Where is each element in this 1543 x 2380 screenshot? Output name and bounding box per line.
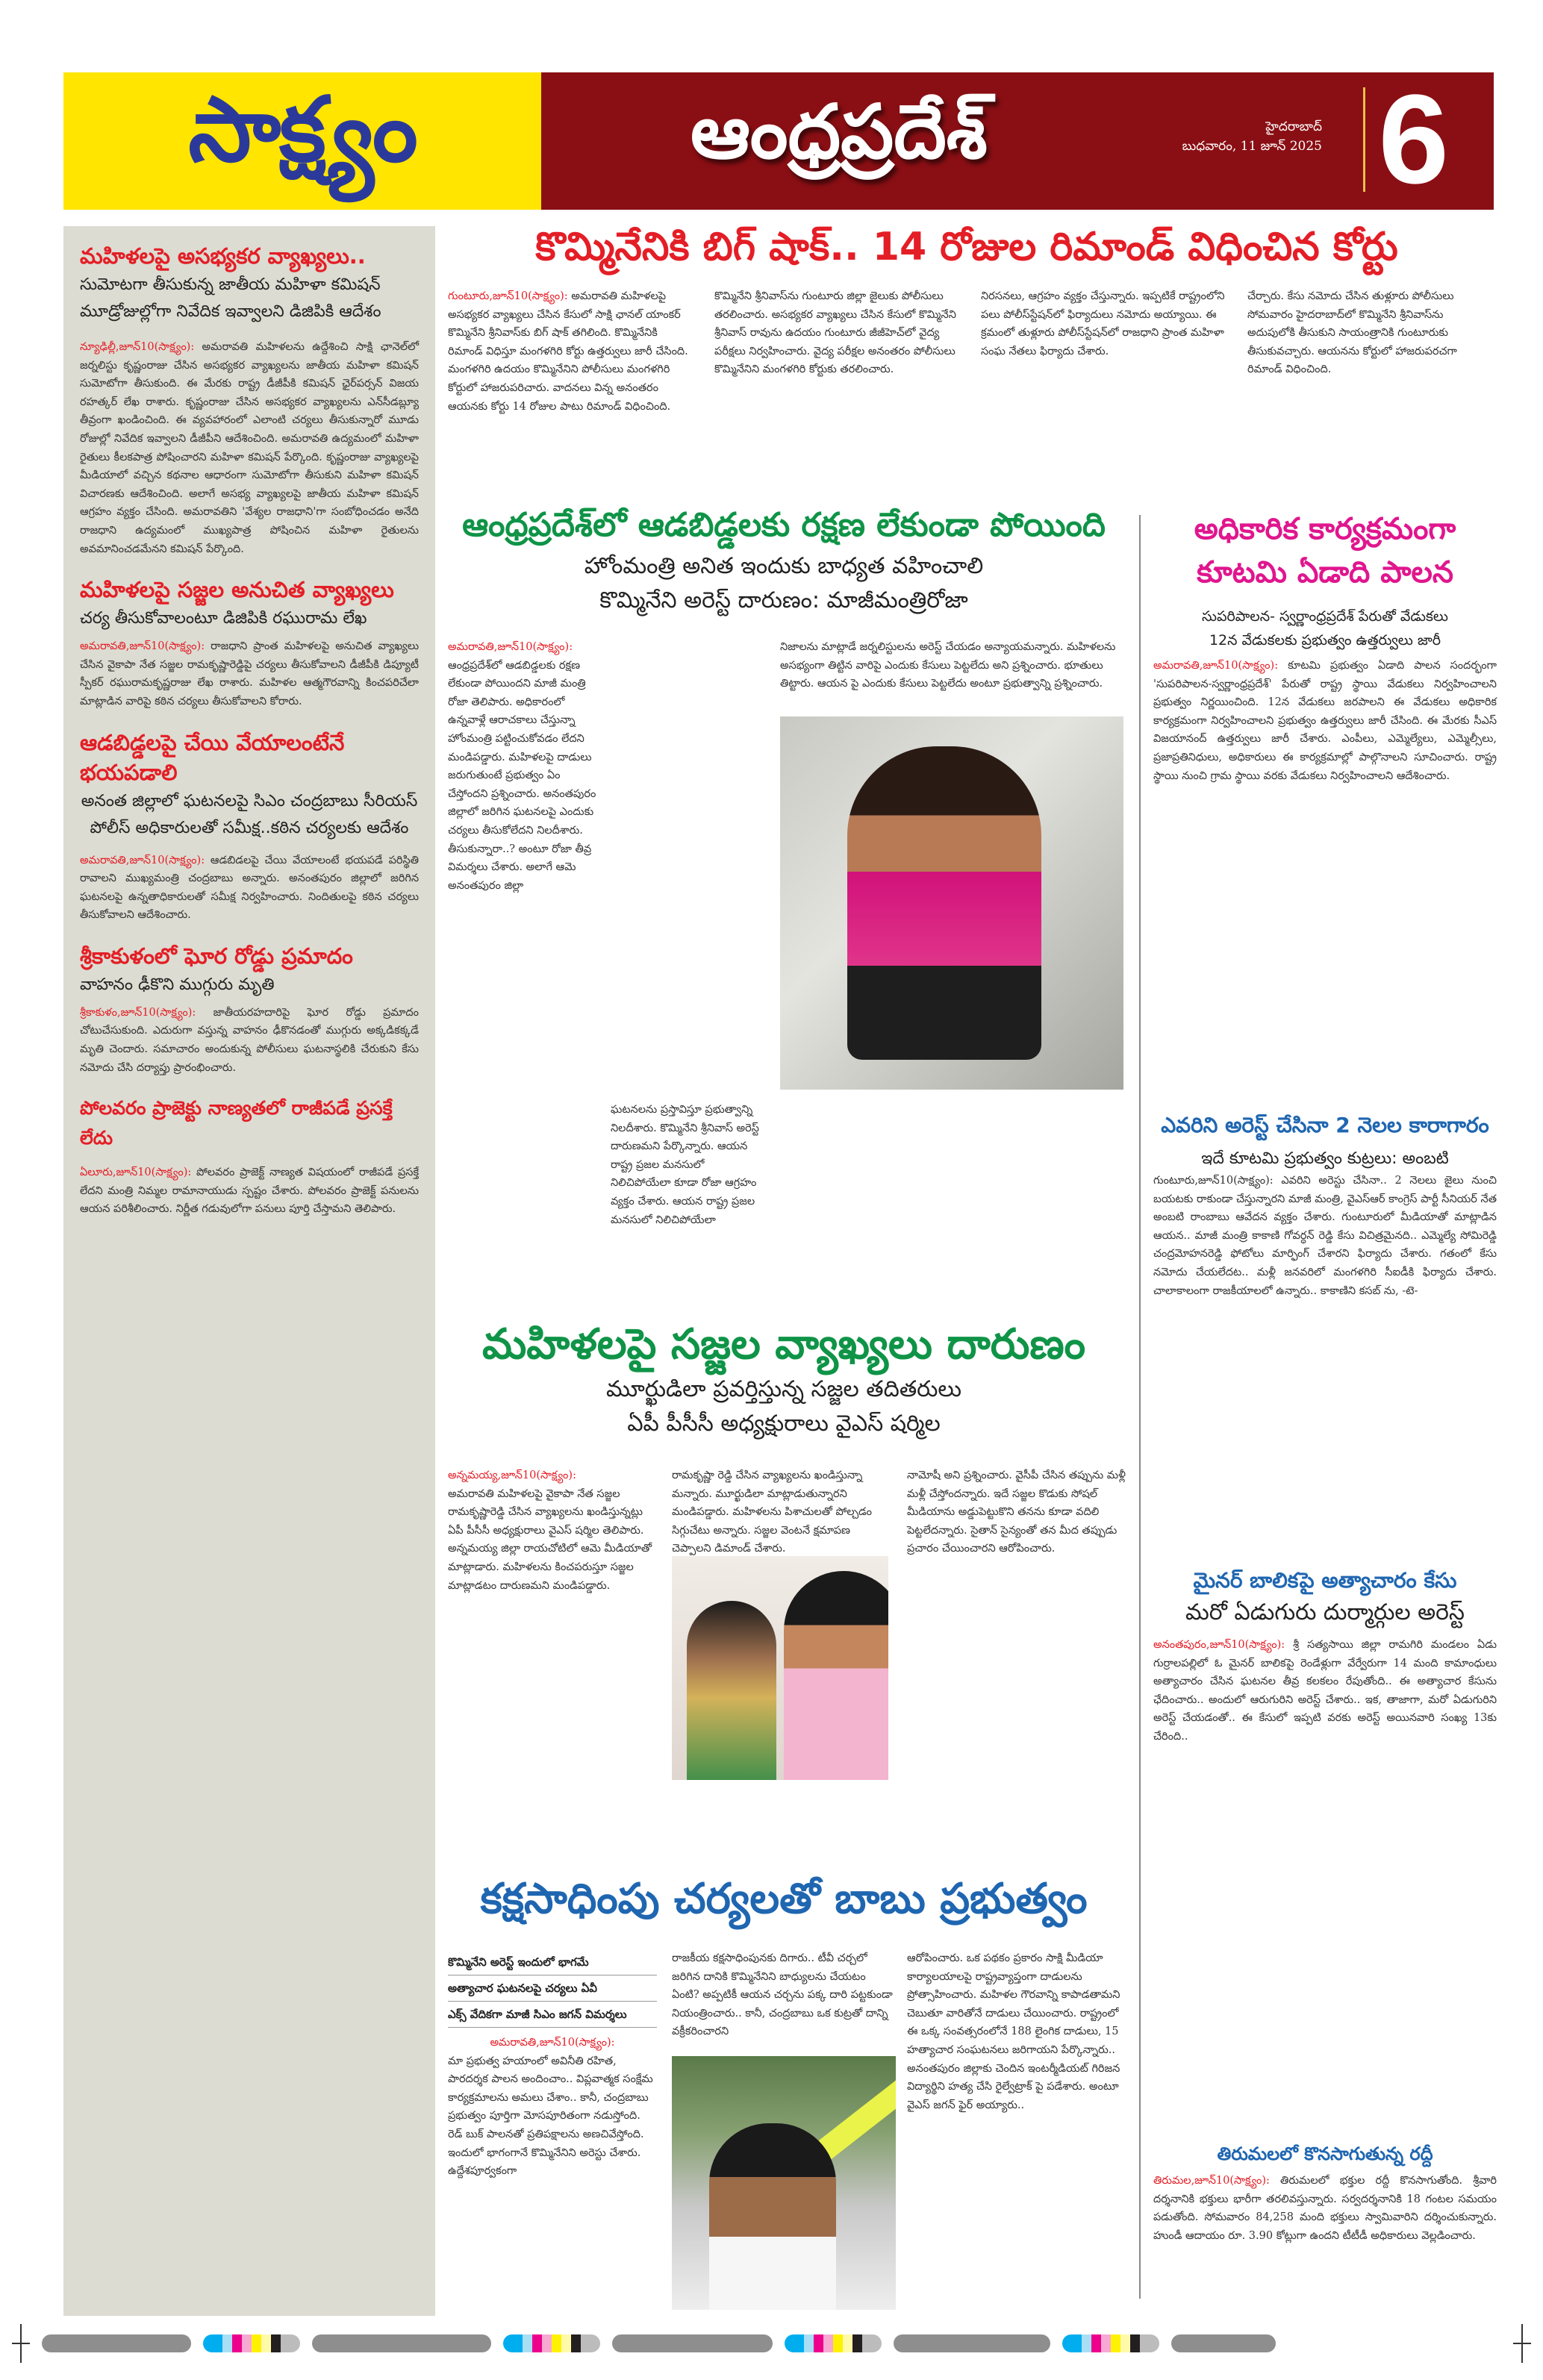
jagan-story [440,1870,1127,1929]
dateline: గుంటూరు,జూన్10(సాక్ష్యం): [1153,1175,1274,1187]
color-swatch [862,2334,872,2352]
story-subhead: హోంమంత్రి అనిత ఇందుకు బాధ్యత వహించాలి [584,553,984,579]
color-swatch [232,2334,242,2352]
story-body [1153,657,1497,785]
color-swatch [612,2334,773,2352]
column-divider [1139,515,1141,2299]
story-column: ఘటనలను ప్రస్తావిస్తూ ప్రభుత్వాన్ని నిలదీశారు. కొమ్మినేని శ్రీనివాస్ అరెస్ట్ దారుణమని పేర్కొన్నారు. ఆయన రాష్ట్ర ప్రజల మనసులో నిలిచిపోయేలా కూడా రోజా ఆగ్రహం వ్యక్తం చేశారు. ఆయన రాష్ట్ర ప్రజల మనసులో నిలిచిపోయేలా [611,1104,759,1226]
left-story [80,241,419,558]
color-swatch [1140,2334,1150,2352]
story-column [448,2034,657,2181]
color-swatch [503,2334,513,2352]
kicker-item: ఎక్స్ వేదికగా మాజీ సిఎం జగన్ విమర్శలు [448,2002,657,2028]
color-swatch [1072,2334,1082,2352]
jagan-column-1 [448,2034,657,2181]
page-number: 6 [1378,69,1449,210]
left-story [80,941,419,1077]
dateline: తిరుమల,జూన్10(సాక్ష్యం): [1153,2175,1270,2187]
roja-story [440,502,1127,618]
person-figure [847,746,1041,1060]
color-swatch [823,2334,833,2352]
sajjala-story [440,1317,1127,1441]
color-swatch [281,2334,290,2352]
divider [1363,87,1365,192]
story-text: ఎవరిని అరెస్టు చేసినా.. 2 నెలలు జైలు నుంచి బయటకు రాకుండా చేస్తున్నారని మాజీ మంత్రి, వైఎస్ఆర్ కాంగ్రెస్ పార్టీ సీనియర్ నేత అంబటి రాంబాబు ఆవేదన వ్యక్తం చేశారు. గుంటూరులో మీడియాతో మాట్లాడిన ఆయన.. మాజీ మంత్రి కాకాణి గోవర్ధన్ రెడ్డి కేసు విచిత్రమైనది.. ఎమ్మెల్యే సోమిరెడ్డి చంద్రమోహనరెడ్డి ఫోటోలు మార్ఫింగ్ చేశారని ఫిర్యాదు చేశారు. గతంలో కేసు నమోదు చేయలేదట.. మళ్లీ జనవరిలో మంగళగిరి సీఐడీకి ఫిర్యాదు చేశారు. చాలాకాలంగా రాజకీయాలలో ఉన్నారు.. కాకాణిని కసబ్ ను, -టె- [1153,1175,1497,1297]
story-headline: మైనర్ బాలికపై అత్యాచారం కేసు [1193,1568,1457,1593]
dateline: అనంతపురం,జూన్10(సాక్ష్యం): [1153,1639,1285,1651]
story-text: ఆంధ్రప్రదేశ్‌లో ఆడబిడ్డలకు రక్షణ లేకుండా పోయిందని మాజీ మంత్రి రోజా తెలిపారు. అధికారంలో ఉన్నవాళ్లే ఆరాచకాలు చేస్తున్నా హోంమంత్రి పట్టించుకోవడం లేదని మండిపడ్డారు. మహిళలపై దాడులు జరుగుతుంటే ప్రభుత్వం ఏం చేస్తోందని ప్రశ్నించారు. అనంతపురం జిల్లాలో జరిగిన ఘటనలపై ఎందుకు చర్యలు తీసుకోలేదని నిలదీశారు. తీసుకున్నారా..? అంటూ రోజా తీవ్ర విమర్శలు చేశారు. అలాగే ఆమె అనంతపురం జిల్లా [448,659,596,892]
story-text: ఆడబిడలపై చేయి వేయాలంటే భయపడే పరిస్థితి రావాలని ముఖ్యమంత్రి చంద్రబాబు అన్నారు. అనంతపురం జిల్లాలో జరిగిన ఘటనలపై ఉన్నతాధికారులతో సమీక్ష నిర్వహించారు. నిందితులపై కఠిన చర్యలు తీసుకోవాలని ఆదేశించారు. [80,854,420,922]
roja-column-2 [611,638,760,1229]
color-swatch [785,2334,794,2352]
story-headline: ఆంధ్రప్రదేశ్‌లో ఆడబిడ్డలకు రక్షణ లేకుండా పోయింది [462,506,1106,544]
color-swatch [1111,2334,1120,2352]
color-swatch [894,2334,1050,2352]
dateline: అమరావతి,జూన్10(సాక్ష్యం): [80,854,205,866]
story-text: మా ప్రభుత్వ హయాంలో అవినీతి రహిత, పారదర్శక పాలన అందించాం.. విప్లవాత్మక సంక్షేమ కార్యక్రమాలను అమలు చేశాం.. కానీ, చంద్రబాబు ప్రభుత్వం పూర్తిగా మోసపూరితంగా నడుస్తోంది. రెడ్ బుక్ పాలనతో ప్రతిపక్షాలను అణచివేస్తోంది. ఇందులో భాగంగానే కొమ్మినేనిని అరెస్టు చేశారు. ఉద్దేశపూర్వకంగా [448,2055,653,2178]
story-subhead: అనంత జిల్లాలో ఘటనలపై సిఎం చంద్రబాబు సీరియస్ [81,791,418,810]
color-swatch [552,2334,561,2352]
color-swatch [1062,2334,1072,2352]
story-headline: మహిళలపై సజ్జల వ్యాఖ్యలు దారుణం [482,1320,1085,1369]
story-subhead: మూర్ఖుడిలా ప్రవర్తిస్తున్న సజ్జల తదితరులు [606,1376,961,1402]
left-story [80,1093,419,1219]
color-swatch [312,2334,491,2352]
color-swatch [271,2334,281,2352]
story-subhead: పోలీస్ అధికారులతో సమీక్ష..కఠిన చర్యలకు ఆదేశం [90,818,409,837]
story-text: అమరావతి మహిళలను ఉద్దేశించి సాక్షి ఛానెల్‌లో జర్నలిస్టు కృష్ణంరాజు చేసిన అసభ్యకర వ్యాఖ్యలను జాతీయ మహిళా కమిషన్ సుమోటోగా తీసుకుంది. ఈ మేరకు రాష్ట్ర డీజీపీకి కమిషన్ ఛైర్‌పర్సన్ విజయ రహత్కర్ లేఖ రాశారు. కృష్ణంరాజు చేసిన అసభ్యకర వ్యాఖ్యలను ఎన్‌సీడబ్ల్యూ తీవ్రంగా ఖండించింది. ఈ వ్యవహారంలో ఎలాంటి చర్యలు తీసుకున్నారో మూడు రోజుల్లో నివేదిక ఇవ్వాలని డీజీపీని ఆదేశించింది. అమరావతి ఉద్యమంలో మహిళా రైతులు కీలకపాత్ర పోషించారని మహిళా కమిషన్ పేర్కొంది. కృష్ణంరాజు వ్యాఖ్యలపై మీడియాలో వచ్చిన కథనాల ఆధారంగా సుమోటోగా తీసుకుని మహిళా కమిషన్ విచారణకు ఆదేశించింది. అలాగే అసభ్య వ్యాఖ్యలపై జాతీయ మహిళా కమిషన్ ఆగ్రహం వ్యక్తం చేసింది. అమరావతిని 'వేశ్యల రాజధాని'గా సంబోధించడం అనేది రాజధాని ఉద్యమంలో ముఖ్యపాత్ర పోషించిన మహిళా రైతులను అవమానించడమేనని కమిషన్ పేర్కొంది. [80,341,419,555]
person-figure [784,1571,888,1780]
color-swatch [222,2334,232,2352]
story-subhead: ఏపీ పీసీసీ అధ్యక్షురాలు వైఎస్ షర్మిల [627,1411,941,1437]
color-swatch [290,2334,300,2352]
story-subhead: 12న వేడుకలకు ప్రభుత్వం ఉత్తర్వులు జారీ [1209,632,1441,649]
story-column: రాజకీయ కక్షసాధింపునకు దిగారు.. టీవీ చర్చలో జరిగిన దానికి కొమ్మినేనిని బాధ్యులను చేయటం ఏంటి? అప్పటికీ ఆయన చర్చను పక్క దారి పట్టకుండా నియంత్రించారు.. కానీ, చంద్రబాబు ఒక కుట్రతో దాన్ని వక్రీకరించారని [672,1952,893,2038]
jagan-column-2 [672,1949,896,2041]
color-swatch [213,2334,222,2352]
color-swatch [590,2334,600,2352]
story-text: రాజధాని ప్రాంత మహిళలపై అనుచిత వ్యాఖ్యలు చేసిన వైకాపా నేత సజ్జల రామకృష్ణారెడ్డిపై చర్యలు తీసుకోవాలని డీజీపీకి డిప్యూటీ స్పీకర్ రఘురామకృష్ణరాజు లేఖ రాశారు. మహిళల ఆత్మగౌరవాన్ని కించపరిచేలా మాట్లాడిన వారిపై కఠిన చర్యలు తీసుకోవాలని కోరారు. [80,640,420,708]
story-subhead: సుపరిపాలన- స్వర్ణాంధ్రప్రదేశ్ పేరుతో వేడుకలు [1202,608,1448,625]
story-headline: కక్షసాధింపు చర్యలతో బాబు ప్రభుత్వం [480,1875,1088,1923]
edition-meta [1182,117,1322,156]
story-headline: మహిళలపై సజ్జల అనుచిత వ్యాఖ్యలు [80,577,394,603]
lead-story-columns [448,287,1493,416]
sharmila-photo [672,1556,888,1780]
dateline: ఏలూరు,జూన్10(సాక్ష్యం): [80,1166,192,1179]
color-swatch [261,2334,271,2352]
story-subhead: ఇదే కూటమి ప్రభుత్వం కుట్రలు: అంబటి [1201,1149,1449,1168]
story-text: జాతీయరహదారిపై ఘోర రోడ్డు ప్రమాదం చోటుచేసుకుంది. ఎదురుగా వస్తున్న వాహనం ఢీకొనడంతో ముగ్గురు అక్కడికక్కడే మృతి చెందారు. సమాచారం అందుకున్న పోలీసులు ఘటనాస్థలికి చేరుకుని కేసు నమోదు చేసి దర్యాప్తు ప్రారంభించారు. [80,1006,419,1074]
story-headline: ఎవరిని అరెస్ట్ చేసినా 2 నెలల కారాగారం [1161,1113,1489,1137]
story-headline: శ్రీకాకుళంలో ఘోర రోడ్డు ప్రమాదం [80,943,353,969]
color-swatch [542,2334,552,2352]
dateline: అన్నమయ్య,జూన్10(సాక్ష్యం): [448,1469,576,1481]
print-color-bar [0,2334,1543,2352]
story-column [448,287,693,416]
story-column: నిరసనలు, ఆగ్రహం వ్యక్తం చేస్తున్నారు. ఇప్పటికే రాష్ట్రంలోని పలు పోలీస్‌స్టేషన్‌లో ఫిర్యాదులు నమోదు అయ్యాయి. ఈ క్రమంలో తుళ్లూరు పోలీస్‌స్టేషన్‌లో రాజధాని ప్రాంత మహిళా సంఘ నేతలు ఫిర్యాదు చేశారు. [981,290,1225,357]
roja-photo [780,716,1123,1090]
dateline: శ్రీకాకుళం,జూన్10(సాక్ష్యం): [80,1006,196,1019]
color-swatch [852,2334,862,2352]
newspaper-logo [63,72,541,210]
story-subhead: వాహనం ఢీకొని ముగ్గురు మృతి [80,975,275,994]
story-headline: ఆడబిడ్డలపై చేయి వేయాలంటేనే భయపడాలి [80,729,345,785]
color-swatch [42,2334,191,2352]
kicker-item: అత్యాచార ఘటనలపై చర్యలు ఏవీ [448,1975,657,2002]
masthead [63,69,1494,210]
story-subhead: సుమోటగా తీసుకున్న జాతీయ మహిళా కమిషన్ [80,275,381,294]
color-swatch [523,2334,532,2352]
kicker-item: కొమ్మినేని అరెస్ట్ ఇందులో భాగమే [448,1949,657,1975]
story-text: పోలవరం ప్రాజెక్ట్ నాణ్యత విషయంలో రాజీపడే ప్రసక్తే లేదని మంత్రి నిమ్మల రామానాయుడు స్పష్టం చేశారు. పోలవరం ప్రాజెక్ట్ పనులను ఆయన పరిశీలించారు. నిర్ణీత గడువులోగా పనులు పూర్తి చేస్తామని తెలిపారు. [80,1166,420,1216]
story-body [80,852,419,925]
jagan-column-3 [907,1949,1127,2114]
person-figure [687,1601,776,1780]
story-body [80,1164,419,1219]
story-body [80,1004,419,1077]
color-swatch [1120,2334,1130,2352]
color-swatch [872,2334,882,2352]
logo-text: సాక్ష్యం [188,78,417,182]
dateline: అమరావతి,జూన్10(సాక్ష్యం): [448,641,573,653]
story-subhead: మూడ్రోజుల్లోగా నివేదిక ఇవ్వాలని డిజిపికి ఆదేశం [80,302,381,321]
story-headline: తిరుమలలో కొనసాగుతున్న రద్దీ [1217,2143,1433,2164]
story-column: కొమ్మినేని శ్రీనివాస్‌ను గుంటూరు జిల్లా జైలుకు పోలీసులు తరలించారు. అసభ్యకర వ్యాఖ్యలు చేసిన కేసులో కొమ్మినేని శ్రీనివాస్ రావును ఉదయం గుంటూరు జీజీహెచ్‌లో వైద్య పరీక్షలు నిర్వహించారు. వైద్య పరీక్షల అనంతరం పోలీసులు కొమ్మినేనిని మంగళగిరి కోర్టుకు తరలించారు. [714,290,956,376]
color-swatch [1150,2334,1159,2352]
story-column [448,1467,657,1595]
story-text: తిరుమలలో భక్తుల రద్దీ కొనసాగుతోంది. శ్రీవారి దర్శనానికి భక్తులు భారీగా తరలివస్తున్నారు. సర్వదర్శనానికి 18 గంటల సమయం పడుతోంది. సోమవారం 84,258 మంది భక్తులు స్వామివారిని దర్శించుకున్నారు. హుండీ ఆదాయం రూ. 3.90 కోట్లుగా ఉందని టీటీడీ అధికారులు వెల్లడించారు. [1153,2175,1497,2242]
story-headline: అధికారిక కార్యక్రమంగా కూటమి ఏడాది పాలన [1194,512,1456,590]
dateline: అమరావతి,జూన్10(సాక్ష్యం): [80,640,205,653]
left-story [80,728,419,925]
color-swatch [513,2334,523,2352]
edition-city: హైదరాబాద్ [1265,119,1322,134]
section-title: ఆంధ్రప్రదేశ్ [691,88,988,175]
color-swatch [1082,2334,1091,2352]
story-column [448,638,597,895]
roja-column-3 [780,638,1123,693]
color-swatch [833,2334,843,2352]
left-story [80,575,419,710]
right-story [1153,1566,1497,1746]
story-column: రామకృష్ణా రెడ్డి చేసిన వ్యాఖ్యలను ఖండిస్తున్నా మన్నారు. మూర్ఖుడిలా మాట్లాడుతున్నారని మండిపడ్డారు. మహిళలను పిశాచులతో పోల్చడం సిగ్గుచేటు అన్నారు. సజ్జల వెంటనే క్షమాపణ చెప్పాలని డిమాండ్ చేశారు. [672,1469,872,1555]
sajjala-column-1 [448,1467,657,1595]
color-swatch [561,2334,571,2352]
story-body [80,338,419,558]
color-swatch [1171,2334,1276,2352]
right-story [1153,1111,1497,1300]
story-subhead: కొమ్మినేని అరెస్ట్ దారుణం: మాజీమంత్రిరోజా [599,587,968,613]
color-swatch [581,2334,590,2352]
color-swatch [814,2334,823,2352]
edition-date: బుధవారం, 11 జూన్ 2025 [1182,139,1322,154]
color-swatch [804,2334,814,2352]
right-story [1153,2140,1497,2245]
section-banner [541,69,1494,210]
story-column: నిజాలను మాట్లాడే జర్నలిస్టులను అరెస్ట్ చేయడం అన్యాయమన్నారు. మహిళలను అసభ్యంగా తిట్టిన వారిపై ఎందుకు కేసులు పెట్టలేదు అని ప్రశ్నించారు. భూతులు తిట్టారు. ఆయన పై ఎందుకు కేసులు పెట్టలేదు అంటూ ప్రభుత్వాన్ని ప్రశ్నించారు. [780,641,1116,690]
story-body [1153,1172,1497,1300]
story-headline: పోలవరం ప్రాజెక్టు నాణ్యతలో రాజీపడే ప్రసక్తే లేదు [80,1097,393,1149]
story-subhead: మరో ఏడుగురు దుర్మార్గుల అరెస్ట్ [1185,1599,1465,1625]
story-text: శ్రీ సత్యసాయి జిల్లా రామగిరి మండలం ఏడు గుర్రాలపల్లిలో ఓ మైనర్ బాలికపై రెండేళ్లుగా వేర్వేరుగా 14 మంది కామాంధులు అత్యాచారం చేసిన ఘటనల తీవ్ర కలకలం రేపుతోంది.. ఈ అత్యాచార కేసును ఛేదించారు.. అందులో ఆరుగురిని అరెస్ట్ చేశారు.. ఇక, తాజాగా, మరో ఏడుగురిని అరెస్ట్ చేయడంతో.. ఈ కేసులో ఇప్పటి వరకు అరెస్ట్ అయినవారి సంఖ్య 13కు చేరింది.. [1153,1639,1497,1743]
kicker-list [448,1949,657,2028]
dateline: న్యూఢిల్లీ,జూన్10(సాక్ష్యం): [80,341,195,353]
story-body [1153,1636,1497,1746]
color-swatch [1091,2334,1101,2352]
sajjala-column-3 [907,1467,1127,1558]
right-story [1153,507,1497,785]
story-subhead: చర్య తీసుకోవాలంటూ డిజిపికి రఘురామ లేఖ [80,609,367,628]
color-swatch [1130,2334,1140,2352]
story-text: అమరావతి మహిళలపై వైకాపా నేత సజ్జల రామకృష్ణారెడ్డి చేసిన వ్యాఖ్యలను ఖండిస్తున్నట్లు ఏపీ పీసీసీ అధ్యక్షురాలు వైఎస్ షర్మిల తెలిపారు. అన్నమయ్య జిల్లా రాయచోటిలో ఆమె మీడియాతో మాట్లాడారు. మహిళలను కించపరుస్తూ సజ్జల మాట్లాడటం దారుణమని మండిపడ్డారు. [448,1487,652,1592]
roja-column-1 [448,638,597,895]
story-text: కూటమి ప్రభుత్వం ఏడాది పాలన సందర్భంగా 'సుపరిపాలన-స్వర్ణాంధ్రప్రదేశ్' పేరుతో రాష్ట్ర స్థాయి వేడుకలు నిర్వహించాలని ప్రభుత్వం నిర్ణయించింది. 12న వేడుకలు జరపాలని ఈ వేడుకలు అధికారిక కార్యక్రమంగా నిర్వహించాలని ప్రభుత్వం ఉత్తర్వులు జారీ చేసింది. ఈ మేరకు సీఎస్ విజయానంద్ ఉత్తర్వులు జారీ చేశారు. ఎంపీలు, ఎమ్మెల్యేలు, ఎమ్మెల్సీలు, ప్రజాప్రతినిధులు, అధికారులు ఈ కార్యక్రమాల్లో పాల్గొనాలని సూచించారు. రాష్ట్ర స్థాయి నుంచి గ్రామ స్థాయి వరకు వేడుకలు నిర్వహించాలని ఆదేశించారు. [1153,660,1497,782]
left-column [63,226,435,2316]
color-swatch [203,2334,213,2352]
story-column: చేర్చారు. కేసు నమోదు చేసిన తుళ్లూరు పోలీసులు సోమవారం హైదరాబాద్‌లో కొమ్మినేని శ్రీనివాస్‌ను అదుపులోకి తీసుకుని సాయంత్రానికి గుంటూరుకు తీసుకువచ్చారు. ఆయనను కోర్టులో హాజరుపరచగా రిమాండ్ విధించింది. [1247,290,1457,376]
person-figure [709,2123,836,2310]
story-column: నామోషీ అని ప్రశ్నించారు. వైసీపీ చేసిన తప్పును మళ్లీ మళ్లీ చేస్తోందన్నారు. ఇదే సజ్జల కొడుకు సోషల్ మీడియాను అడ్డుపెట్టుకొని తనను కూడా వదిలి పెట్టలేదన్నారు. సైతాన్ సైన్యంతో తన మీద తప్పుడు ప్రచారం చేయించారని ఆరోపించారు. [907,1469,1126,1555]
dateline: అమరావతి,జూన్10(సాక్ష్యం): [490,2037,615,2049]
lead-headline: కొమ్మినేనికి బిగ్ షాక్.. 14 రోజుల రిమాండ్ విధించిన కోర్టు [535,225,1398,269]
color-swatch [242,2334,252,2352]
sajjala-column-2 [672,1467,888,1558]
color-swatch [532,2334,542,2352]
story-headline: మహిళలపై అసభ్యకర వ్యాఖ్యలు.. [80,243,366,269]
dateline: అమరావతి,జూన్10(సాక్ష్యం): [1153,660,1279,672]
dateline: గుంటూరు,జూన్10(సాక్ష్యం): [448,290,568,302]
story-body [80,637,419,710]
color-swatch [571,2334,581,2352]
color-swatch [252,2334,261,2352]
story-text: అమరావతి మహిళలపై అసభ్యకర వ్యాఖ్యలు చేసిన కేసులో సాక్షి ఛానల్ యాంకర్ కొమ్మినేని శ్రీనివాస్‌కు బిగ్ షాక్ తగిలింది. కొమ్మినేనికి రిమాండ్ విధిస్తూ మంగళగిరి కోర్టు ఉత్తర్వులు జారీ చేసింది. మంగళగిరి ఉదయం కొమ్మినేనిని పోలీసులు మంగళగిరి కోర్టులో హాజరుపరిచారు. వాదనలు విన్న అనంతరం ఆయనకు కోర్టు 14 రోజుల పాటు రిమాండ్ విధించింది. [448,290,688,413]
color-swatch [794,2334,804,2352]
story-body [1153,2172,1497,2245]
color-swatch [1101,2334,1111,2352]
story-column: ఆరోపించారు. ఒక పథకం ప్రకారం సాక్షి మీడియా కార్యాలయాలపై రాష్ట్రవ్యాప్తంగా దాడులను ప్రోత్సాహించారు. మహిళల గౌరవాన్ని కాపాడతామని చెబుతూ వారితోనే దాడులు చేయించారు. రాష్ట్రంలో ఈ ఒక్క సంవత్సరంలోనే 188 లైంగిక దాడులు, 15 హత్యాచార సంఘటనలు జరిగాయని పేర్కొన్నారు.. అనంతపురం జిల్లాకు చెందిన ఇంటర్మీడియట్ గిరిజన విద్యార్థిని హత్య చేసి రైల్వేట్రాక్ పై పడేశారు. అంటూ వైఎస్ జగన్ ఫైర్ అయ్యారు.. [907,1952,1120,2111]
jagan-photo [672,2056,896,2310]
color-swatch [843,2334,852,2352]
